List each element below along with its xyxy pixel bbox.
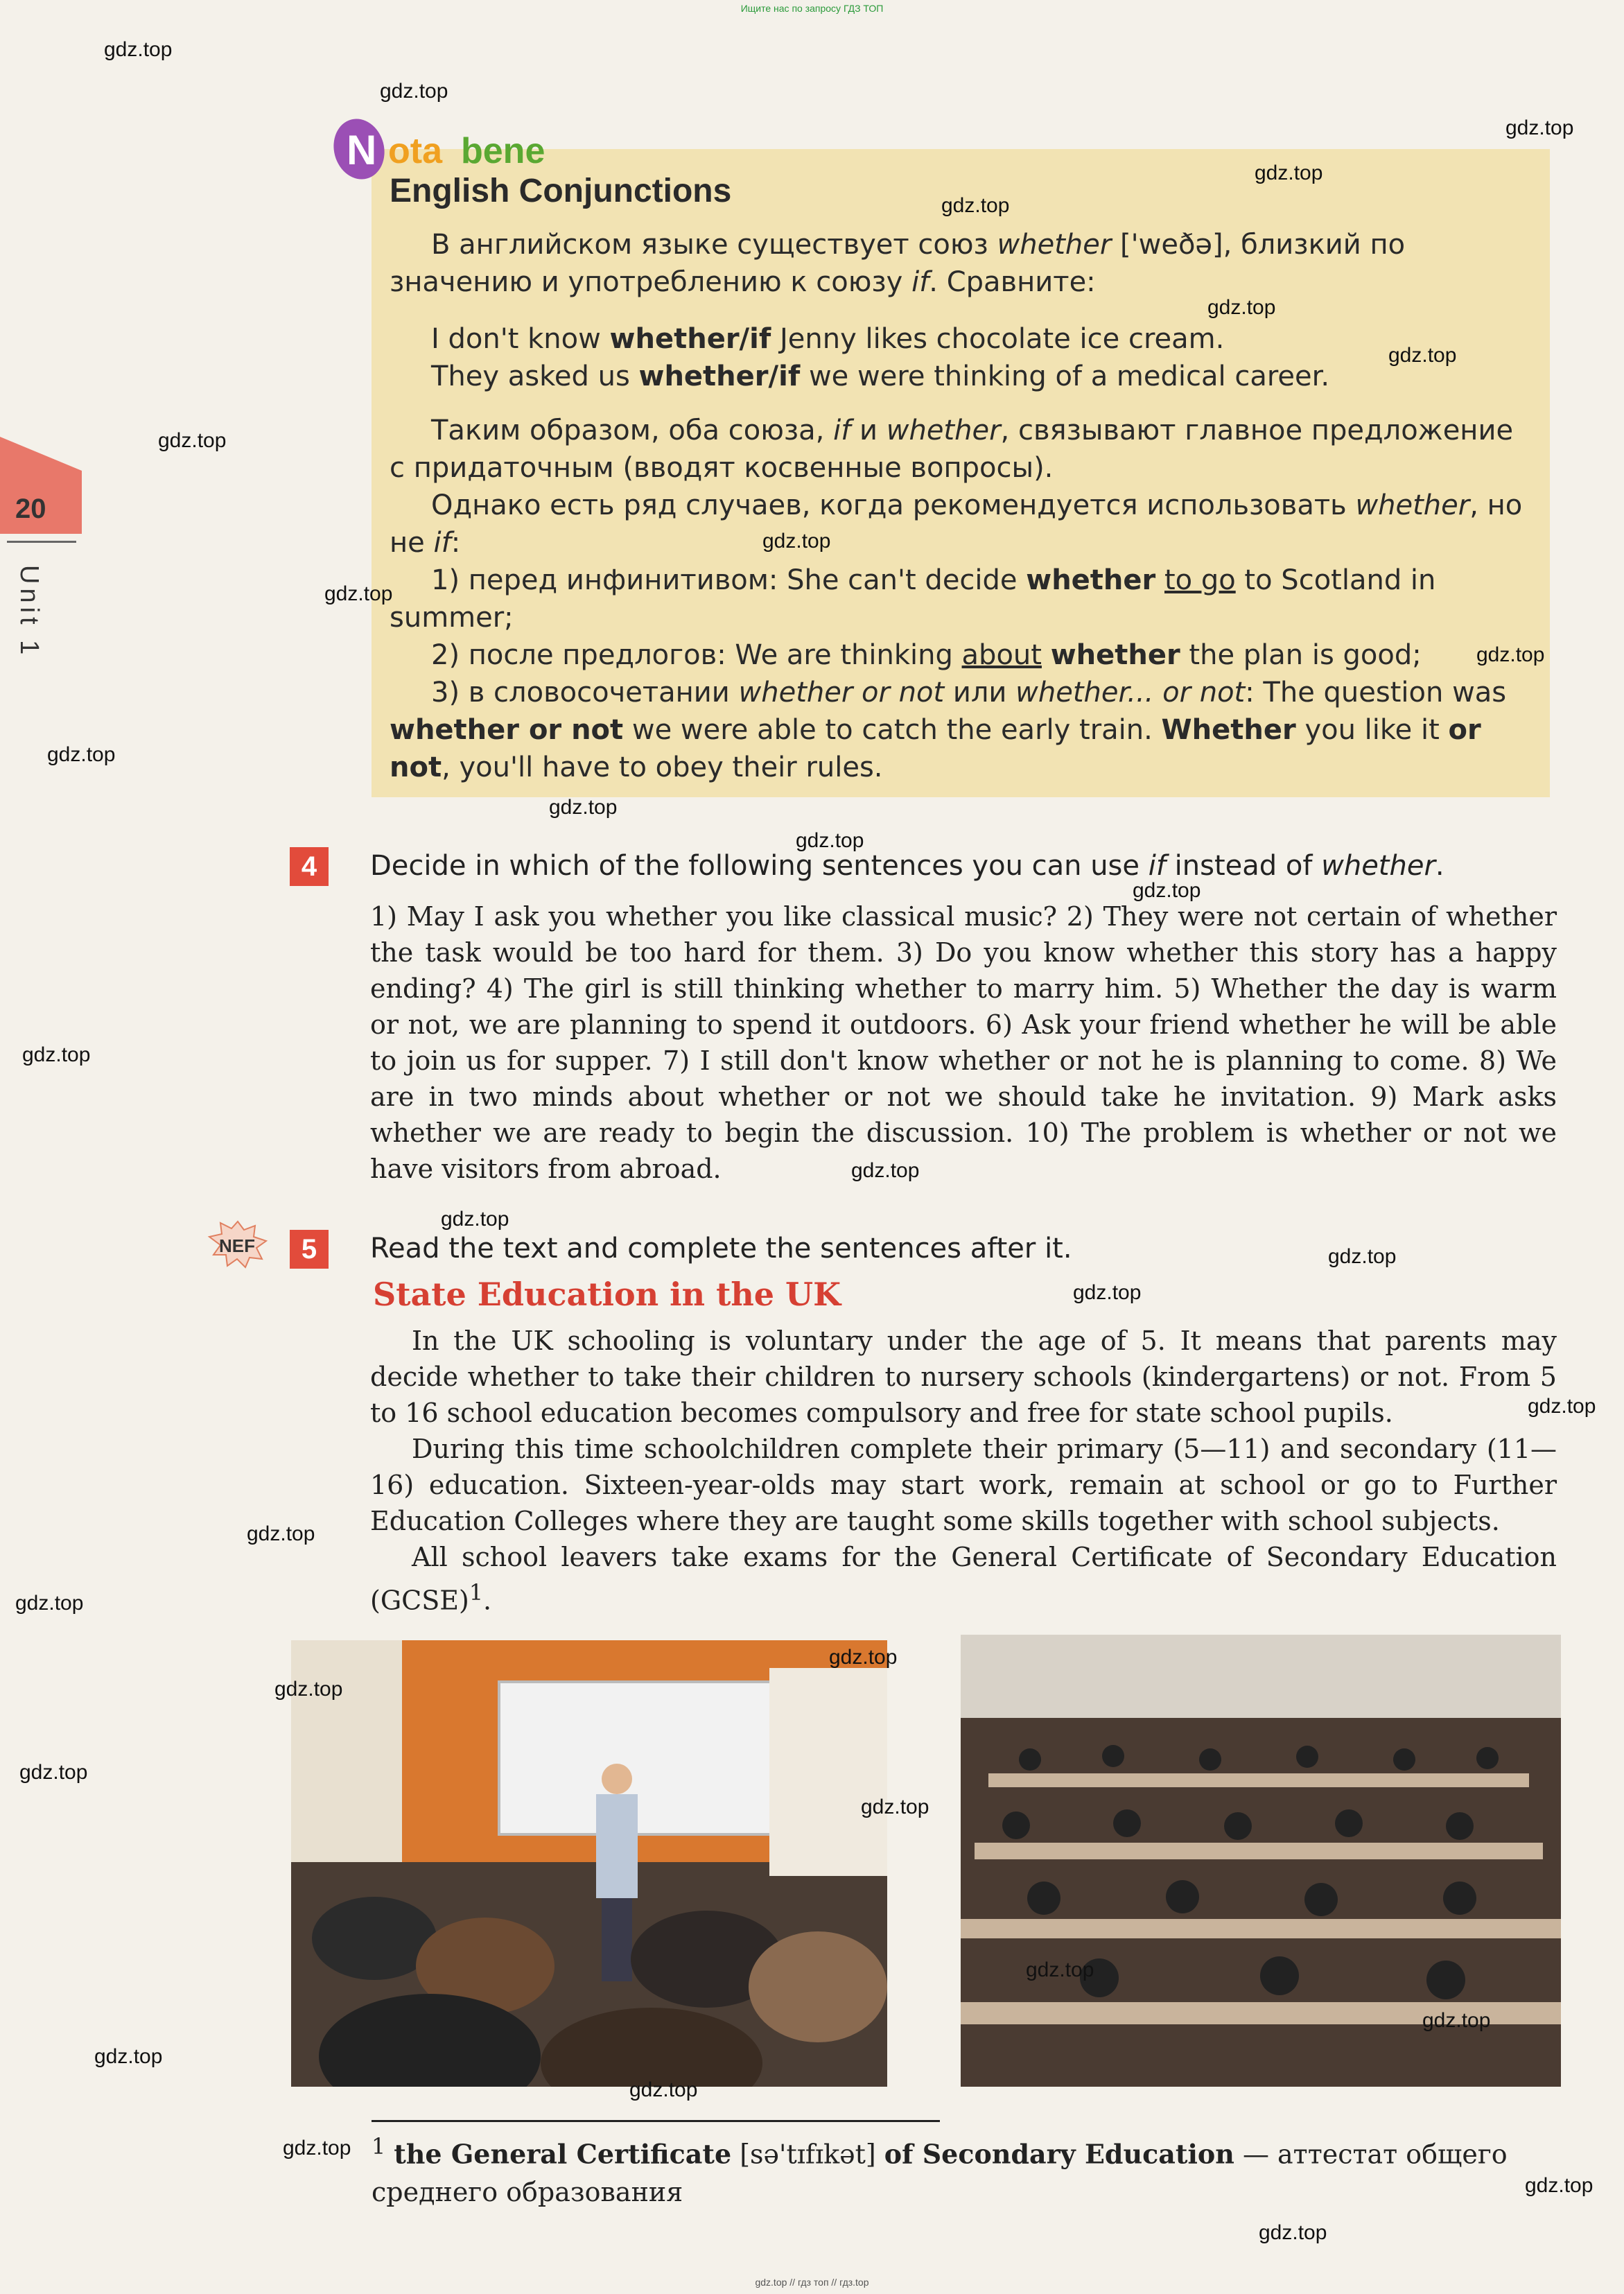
watermark: gdz.top xyxy=(1525,2174,1594,2197)
exercise-5-paragraph-3: All school leavers take exams for the General Certificate of Secondary Education (GCSE)$^1$. xyxy=(370,1542,1557,1616)
watermark: gdz.top xyxy=(1255,162,1323,184)
watermark: gdz.top xyxy=(1259,2221,1327,2244)
watermark: gdz.top xyxy=(1505,116,1574,139)
unit-label: Unit 1 xyxy=(15,565,44,659)
watermark: gdz.top xyxy=(1133,879,1201,902)
exercise-4-instruction: Decide in which of the following sentences you can use if instead of whether. xyxy=(370,850,1444,882)
watermark: gdz.top xyxy=(861,1796,929,1818)
watermark: gdz.top xyxy=(22,1043,91,1066)
watermark: gdz.top xyxy=(19,1761,88,1784)
watermark: gdz.top xyxy=(1388,344,1457,367)
watermark: gdz.top xyxy=(1328,1245,1397,1268)
watermark: gdz.top xyxy=(274,1678,343,1701)
page-number: 20 xyxy=(15,494,46,524)
watermark: gdz.top xyxy=(94,2045,163,2068)
nb-paragraph-2: Таким образом, оба союза, if и whether, связывают главное предложение с придаточным (вводят косвенные вопросы). xyxy=(390,415,1514,484)
nb-example-1: I don't know whether/if Jenny likes chocolate ice cream. xyxy=(431,323,1225,355)
nb-paragraph-1: В английском языке существует союз whether ['weðə], близкий по значению и употреблению к союзу if. Сравните: xyxy=(390,229,1406,298)
watermark: gdz.top xyxy=(1207,296,1276,319)
watermark: gdz.top xyxy=(104,38,173,61)
watermark: gdz.top xyxy=(1528,1395,1596,1418)
watermark: gdz.top xyxy=(47,743,116,766)
watermark: gdz.top xyxy=(158,429,227,452)
watermark: gdz.top xyxy=(15,1592,84,1615)
watermark: gdz.top xyxy=(1073,1281,1142,1304)
watermark: gdz.top xyxy=(1422,2009,1491,2032)
exercise-4-number: 4 xyxy=(290,847,329,886)
svg-text:ota: ota xyxy=(388,131,442,171)
watermark: gdz.top xyxy=(549,796,618,819)
exercise-5-number: 5 xyxy=(290,1230,329,1269)
nb-paragraph-3: Однако есть ряд случаев, когда рекомендуется использовать whether, но не if: xyxy=(390,489,1523,559)
exercise-5-paragraph-1: In the UK schooling is voluntary under the age of 5. It means that parents may decide whether to take their children to nursery schools (kindergartens) or not. From 5 to 16 school education becomes compulsory and free for state school pupils. xyxy=(370,1326,1557,1428)
watermark: gdz.top xyxy=(441,1208,509,1231)
watermark: gdz.top xyxy=(1476,643,1545,666)
watermark: gdz.top xyxy=(941,194,1010,217)
nota-bene-title: English Conjunctions xyxy=(390,173,732,209)
watermark: gdz.top xyxy=(380,80,448,103)
top-banner[interactable]: Ищите нас по запросу ГДЗ ТОП xyxy=(740,3,884,14)
watermark: gdz.top xyxy=(324,582,393,605)
watermark: gdz.top xyxy=(247,1522,315,1545)
bottom-banner[interactable]: gdz.top // гдз топ // гдз.top xyxy=(755,2277,869,2288)
watermark: gdz.top xyxy=(283,2137,351,2160)
exercise-4-text: 1) May I ask you whether you like classical music? 2) They were not certain of whether the task would be too hard for them. 3) Do you know whether this story has a happy ending? 4) The girl is still thinking whether to marry him. 5) Whether the day is warm or not, we are planning to spend it outdoors. 6) Ask your friend whether he will be able to join us for supper. 7) I still don't know whether or not he is planning to come. 8) We are in two minds about whether or not we should take he invitation. 9) Mark asks whether we are ready to begin the discussion. 10) The problem is whether or not we have visitors from abroad. xyxy=(370,901,1557,1184)
watermark: gdz.top xyxy=(1026,1958,1094,1981)
watermark: gdz.top xyxy=(829,1646,898,1669)
watermark: gdz.top xyxy=(629,2078,698,2101)
nb-case-2: 2) после предлогов: We are thinking about whether the plan is good; xyxy=(431,639,1422,671)
nb-example-2: They asked us whether/if we were thinking of a medical career. xyxy=(431,360,1330,392)
footnote: $^1$ the General Certificate [sə'tɪfɪkət] of Secondary Education — аттестат общего среднего образования xyxy=(372,2135,1508,2207)
nb-case-1: 1) перед инфинитивом: She can't decide whether to go to Scotland in summer; xyxy=(390,564,1436,634)
svg-text:N: N xyxy=(347,127,377,173)
watermark: gdz.top xyxy=(796,829,864,852)
watermark: gdz.top xyxy=(851,1159,920,1182)
footnote-rule xyxy=(372,2120,940,2122)
nef-badge-text: NEF xyxy=(219,1235,255,1256)
nb-case-3: 3) в словосочетании whether or not или whether... or not: The question was whether or not we were able to catch the early train. Whether you like it or not, you'll have to obey their rules. xyxy=(390,677,1507,783)
exercise-5-instruction: Read the text and complete the sentences after it. xyxy=(370,1233,1072,1265)
svg-text:bene: bene xyxy=(461,131,545,171)
classroom-photo-1 xyxy=(291,1640,887,2087)
nef-badge-icon xyxy=(207,1220,269,1269)
classroom-photo-1-image xyxy=(291,1640,887,2087)
watermark: gdz.top xyxy=(762,530,831,553)
text-heading: State Education in the UK xyxy=(373,1276,841,1313)
exercise-5-paragraph-2: During this time schoolchildren complete their primary (5—11) and secondary (11—16) education. Sixteen-year-olds may start work, remain at school or go to Further Education Colleges where they are taught some skills together with school subjects. xyxy=(370,1434,1557,1536)
margin-rule xyxy=(7,541,76,543)
